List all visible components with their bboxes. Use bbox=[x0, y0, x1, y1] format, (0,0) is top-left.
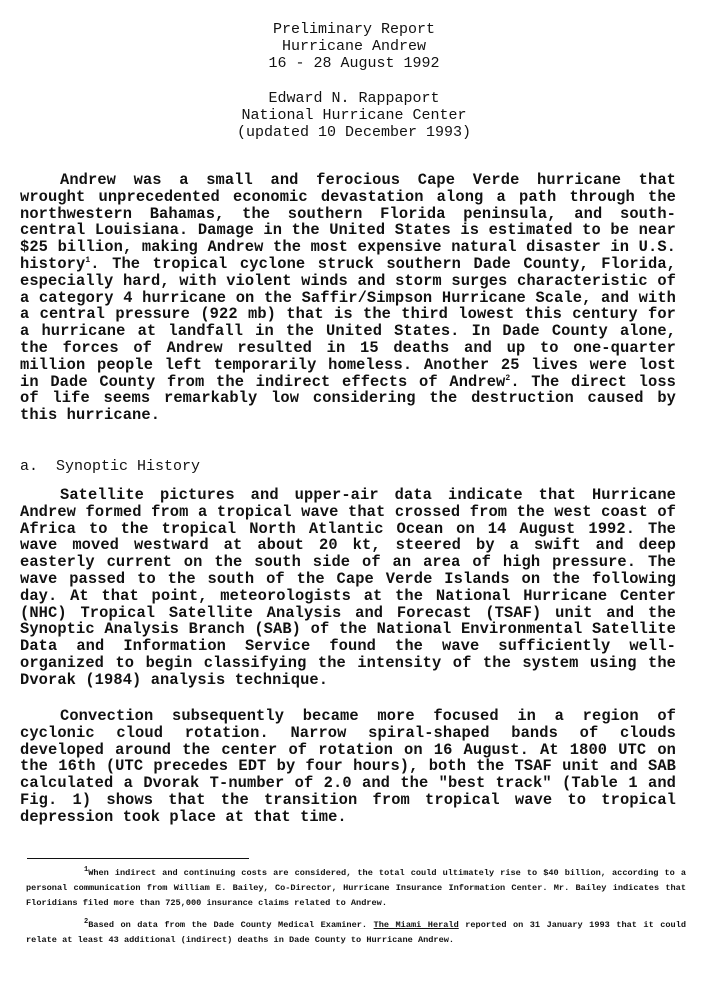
author-organization: National Hurricane Center bbox=[241, 107, 467, 124]
synoptic-paragraph-2 bbox=[20, 708, 676, 826]
update-date: (updated 10 December 1993) bbox=[236, 124, 472, 141]
author-name: Edward N. Rappaport bbox=[268, 90, 440, 107]
section-heading-synoptic-history: a. Synoptic History bbox=[20, 458, 201, 475]
footnote-2-mark: 2 bbox=[84, 918, 89, 927]
storm-name: Hurricane Andrew bbox=[281, 38, 427, 55]
report-title-block bbox=[0, 21, 708, 72]
storm-dates: 16 - 28 August 1992 bbox=[268, 55, 440, 72]
footnote-ref-1[interactable]: 1 bbox=[85, 255, 91, 265]
footnote-1-text: When indirect and continuing costs are considered, the total could ultimately rise to $40 billion, according to a personal communication from William E. Bailey, Co-Director, Hurricane Insurance Information Center. Mr. Bailey indicates that Floridians filed more than 725,000 insurance claims related to Andrew. bbox=[26, 868, 686, 908]
author-block bbox=[0, 90, 708, 141]
newspaper-title: The Miami Herald bbox=[373, 920, 459, 930]
synoptic-paragraph-1 bbox=[20, 487, 676, 689]
footnote-2-text-post: reported on 31 January 1993 that it could relate at least 43 additional (indirect) deaths in Dade County to Hurricane Andrew. bbox=[26, 920, 687, 945]
intro-text-part2: . The tropical cyclone struck southern Dade County, Florida, especially hard, with violent winds and storm surges characteristic of a category 4 hurricane on the Saffir/Simpson Hurricane Scale, and with a central pressure (922 mb) that is the third lowest this century for a hurricane at landfall in the United States. In Dade County alone, the forces of Andrew resulted in 15 deaths and up to one-quarter million people left temporarily homeless. Another 25 lives were lost in Dade County from the indirect effects of Andrew bbox=[20, 254, 676, 391]
footnote-divider bbox=[27, 858, 249, 859]
footnote-ref-2[interactable]: 2 bbox=[505, 373, 511, 383]
synoptic-paragraph-1-text: Satellite pictures and upper-air data indicate that Hurricane Andrew formed from a tropical wave that crossed from the west coast of Africa to the tropical North Atlantic Ocean on 14 August 1992. The wave moved westward at about 20 kt, steered by a swift and deep easterly current on the south side of an area of high pressure. The wave passed to the south of the Cape Verde Islands on the following day. At that point, meteorologists at the National Hurricane Center (NHC) Tropical Satellite Analysis and Forecast (TSAF) unit and the Synoptic Analysis Branch (SAB) of the National Environmental Satellite Data and Information Service found the wave sufficiently well-organized to begin classifying the intensity of the system using the Dvorak (1984) analysis technique. bbox=[20, 486, 676, 689]
footnote-1 bbox=[26, 866, 686, 911]
report-type: Preliminary Report bbox=[272, 21, 436, 38]
footnote-2 bbox=[26, 918, 686, 948]
synoptic-paragraph-2-text: Convection subsequently became more focused in a region of cyclonic cloud rotation. Narrow spiral-shaped bands of clouds developed around the center of rotation on 16 August. At 1800 UTC on the 16th (UTC precedes EDT by four hours), both the TSAF unit and SAB calculated a Dvorak T-number of 2.0 and the "best track" (Table 1 and Fig. 1) shows that the transition from tropical wave to tropical depression took place at that time. bbox=[20, 707, 676, 826]
footnote-2-text-pre: Based on data from the Dade County Medical Examiner. bbox=[88, 920, 374, 930]
intro-text-part1: Andrew was a small and ferocious Cape Verde hurricane that wrought unprecedented economic devastation along a path through the northwestern Bahamas, the southern Florida peninsula, and south-central Louisiana. Damage in the United States is estimated to be near $25 billion, making Andrew the most expensive natural disaster in U.S. history bbox=[20, 171, 676, 273]
intro-text-part3: . The direct loss of life seems remarkably low considering the destruction caused by this hurricane. bbox=[20, 372, 676, 425]
intro-paragraph bbox=[20, 172, 676, 424]
footnote-1-mark: 1 bbox=[84, 866, 89, 875]
